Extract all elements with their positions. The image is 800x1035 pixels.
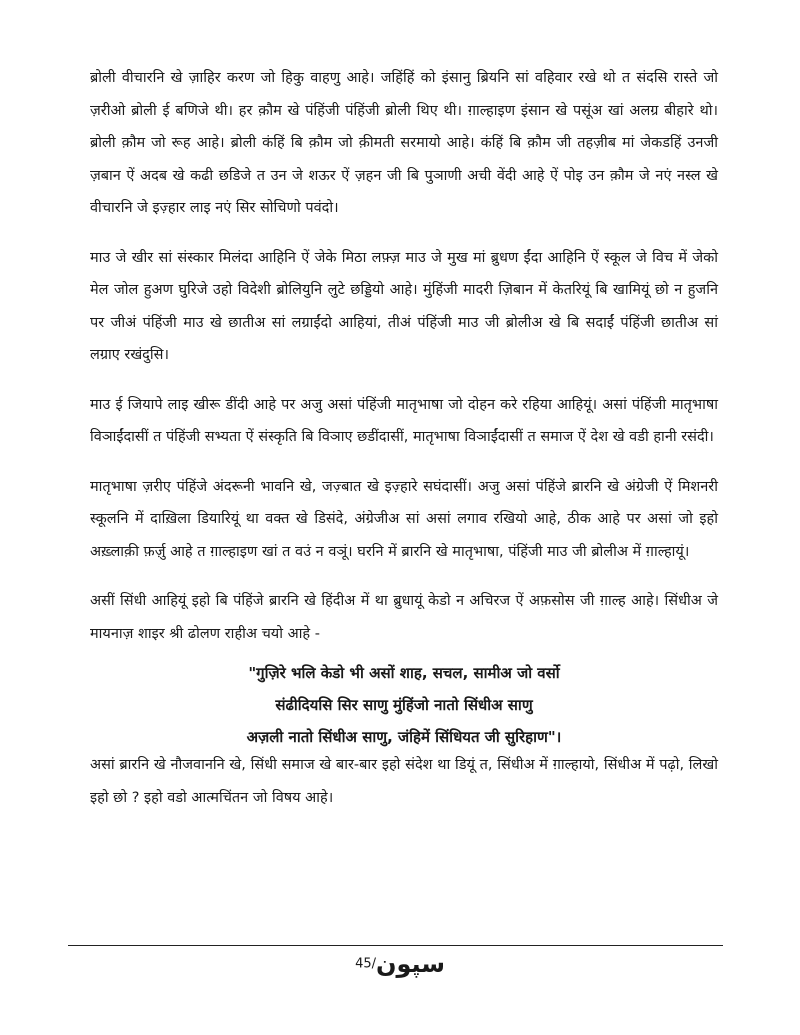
closing-paragraph: असां ब्रारनि खे नौजवाननि खे, सिंधी समाज खे बार-बार इहो संदेश था डियूं त, सिंधीअ में ग़ाल्हायो, सिंधीअ में पढ़ो, लिखो इहो छो ? इहो वडो आत्मचिंतन जो विषय आहे। [90, 757, 718, 806]
poem-line-1: "गुज़िरे भलि केडो भी असों शाह, सचल, सामीअ जो वर्सो [248, 664, 560, 682]
paragraph-3: माउ ई जियापे लाइ खीरू डींदी आहे पर अजु असां पंहिंजी मातृभाषा जो दोहन करे रहिया आहियूं। असां पंहिंजी मातृभाषा विञाईंदासीं त पंहिंजी सभ्यता ऐं संस्कृति बि विञाए छडींदासीं, मातृभाषा विञाईंदासीं त समाज ऐं देश खे वडी हानी रसंदी। [90, 396, 718, 445]
paragraph-2: माउ जे खीर सां संस्कार मिलंदा आहिनि ऐं जेके मिठा लफ़्ज़ माउ जे मुख मां ब्रुधण ईंदा आहिनि ऐं स्कूल जे विच में जेको मेल जोल हुअण घुरिजे उहो विदेशी ब्रोलियुनि लुटे छड्डियो आहे। मुंहिंजी मादरी ज़िबान में केतरियूं बि खामियूं छो न हुजनि पर जीअं पंहिंजी माउ खे छातीअ सां लग्राईंदो आहियां, तीअं पंहिंजी माउ जी ब्रोलीअ खे बि सदाईं पंहिंजी छातीअ सां लग्राए रखंदुसि। [90, 249, 718, 363]
article-body [90, 62, 718, 831]
paragraph-4: मातृभाषा ज़रीए पंहिंजे अंदरूनी भावनि खे, जज़्बात खे इज़्हारे सघंदासीं। अजु असां पंहिंजे ब्रारनि खे अंग्रेजी ऐं मिशनरी स्कूलनि में दाख़िला डियारियूं था वक्त खे डिसंदे, अंग्रेजीअ सां असां लगाव रखियो आहे, ठीक आहे पर असां जो इहो अख़्लाक़ी फ़र्ज़ु आहे त ग़ाल्हाइण खां त वउं न वञूं। घरनि में ब्रारनि खे मातृभाषा, पंहिंजी माउ जी ब्रोलीअ में ग़ाल्हायूं। [90, 478, 718, 560]
magazine-name: سپون [375, 950, 445, 978]
paragraph-1: ब्रोली वीचारनि खे ज़ाहिर करण जो हिकु वाहणु आहे। जहिंहिं को इंसानु ब्रियनि सां वहिवार रखे थो त संदसि रास्ते जो ज़रीओ ब्रोली ई बणिजे थी। हर क़ौम खे पंहिंजी पंहिंजी ब्रोली थिए थी। ग़ाल्हाइण इंसान खे पसूंअ खां अलग्र बीहारे थो। ब्रोली क़ौम जो रूह आहे। ब्रोली कंहिं बि क़ौम जो क़ीमती सरमायो आहे। कंहिं बि क़ौम जी तहज़ीब मां जेकडहिं उनजी ज़बान ऐं अदब खे कढी छडिजे त उन जे शऊर ऐं ज़हन जी बि पुञाणी अची वेंदी आहे ऐं पोइ उन क़ौम जे नएं नस्ल खे वीचारनि जे इज़्हार लाइ नएं सिर सोचिणो पवंदो। [90, 70, 718, 216]
paragraph-5: असीं सिंधी आहियूं इहो बि पंहिंजे ब्रारनि खे हिंदीअ में था ब्रुधायूं केडो न अचिरज ऐं अफ़सोस जी ग़ाल्ह आहे। सिंधीअ जे मायनाज़ शाइर श्री ढोलण राहीअ चयो आहे - [90, 593, 718, 642]
footer-divider [68, 945, 723, 946]
poem-line-2: संढीदियसि सिर साणु मुंहिंजो नातो सिंधीअ साणु [275, 696, 533, 714]
poem-line-3: अज़ली नातो सिंधीअ साणु, जंहिमें सिंधियत जी सुरिहाण"। [246, 728, 562, 746]
page-number: 45/ [355, 956, 376, 972]
poem-quote [90, 657, 718, 753]
page-footer [0, 950, 800, 978]
